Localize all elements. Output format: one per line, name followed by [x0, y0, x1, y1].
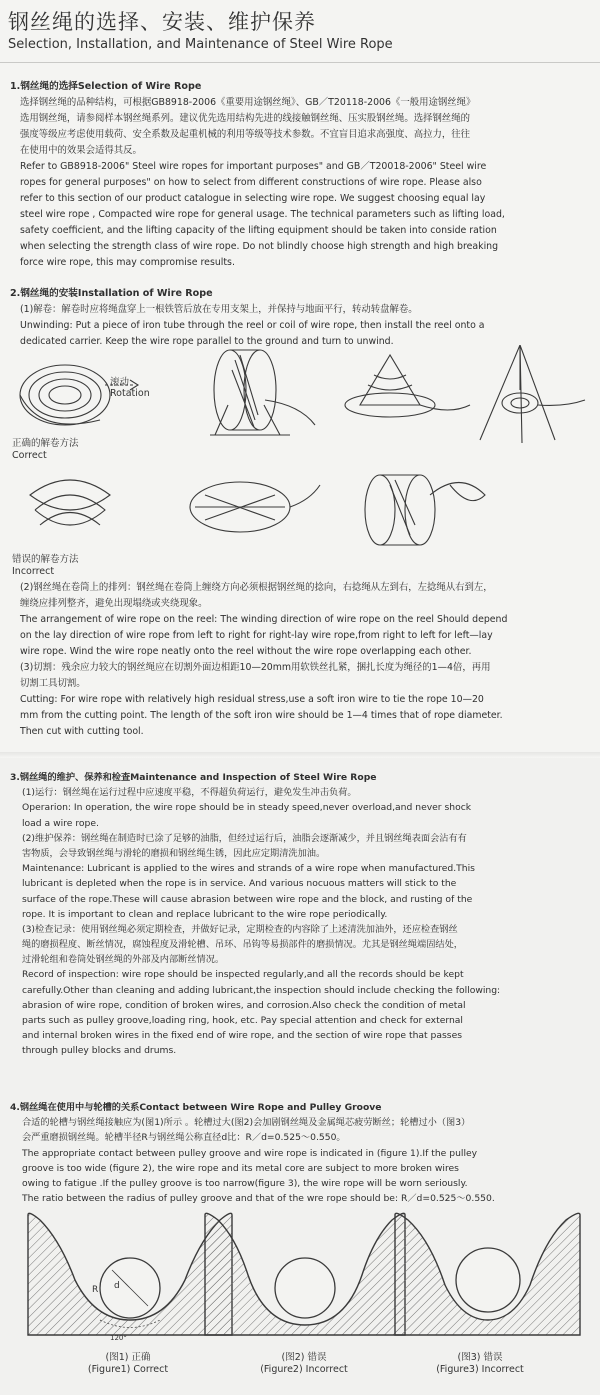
text-line: on the lay direction of wire rope from left to right for right-lay wire rope,from right to left for left—lay — [20, 630, 493, 641]
text-line: refer to this section of our product catalogue in selecting wire rope. We suggest choosing equal lay — [20, 193, 486, 204]
text-line: The arrangement of wire rope on the reel: The winding direction of wire rope on the reel Should depend — [20, 614, 508, 625]
page-title-en: Selection, Installation, and Maintenance of Steel Wire Rope — [8, 37, 393, 52]
page-title-zh: 钢丝绳的选择、安装、维护保养 — [8, 10, 316, 34]
text-line: mm from the cutting point. The length of the soft iron wire should be 1—4 times that of rope diameter. — [20, 710, 503, 721]
text-line: rope. It is important to clean and replace lubricant to the wire rope periodically. — [22, 908, 388, 920]
rotation-label-en: Rotation — [110, 388, 150, 399]
text-line: Cutting: For wire rope with relatively high residual stress,use a soft iron wire to tie the rope 10—20 — [20, 694, 484, 705]
panel-seam — [0, 752, 600, 758]
incorrect-label-en: Incorrect — [12, 566, 55, 577]
text-line: The appropriate contact between pulley groove and wire rope is indicated in (figure 1).If the pulley — [22, 1147, 478, 1159]
figure1-radius-label: R — [92, 1285, 99, 1295]
text-line: Refer to GB8918-2006" Steel wire ropes for important purposes" and GB／T20018-2006" Steel wire — [20, 161, 487, 172]
text-line: and internal broken wires in the fixed end of wire rope, and the section of wire rope that passes — [22, 1030, 463, 1042]
text-line: lubricant is depleted when the rope is in service. And various nocuous matters will stick to the — [22, 878, 457, 890]
rotation-label-zh: 滚动 — [110, 377, 130, 388]
figure2-caption-en: (Figure2) Incorrect — [260, 1364, 348, 1375]
text-line: 在使用中的效果会适得其反。 — [20, 145, 142, 156]
figure3-caption-zh: (图3) 错误 — [457, 1352, 503, 1363]
text-line: 害物质，会导致钢丝绳与滑轮的磨损和钢丝绳生锈，因此应定期清洗加油。 — [22, 847, 326, 859]
text-line: 选择钢丝绳的品种结构，可根据GB8918-2006《重要用途钢丝绳》、GB／T20118-2006《一般用途钢丝绳》 — [20, 97, 476, 108]
text-line: Unwinding: Put a piece of iron tube through the reel or coil of wire rope, then install the reel onto a — [20, 320, 485, 331]
correct-unwinding-illustration — [10, 345, 590, 445]
title-divider — [0, 62, 600, 63]
text-line: through pulley blocks and drums. — [22, 1045, 177, 1057]
text-line: Maintenance: Lubricant is applied to the wires and strands of a wire rope when manufactured.This — [22, 863, 475, 875]
text-line: 缠绕应排列整齐，避免出现塌绕或夹绕现象。 — [20, 598, 208, 609]
cone-unwind-drawing — [345, 355, 470, 417]
text-line: parts such as pulley groove,loading ring, hook, etc. Pay special attention and check for external — [22, 1015, 463, 1026]
text-line: dedicated carrier. Keep the wire rope parallel to the ground and turn to unwind. — [20, 336, 394, 347]
incorrect-label-zh: 错误的解卷方法 — [12, 554, 79, 565]
correct-label-zh: 正确的解卷方法 — [12, 438, 79, 449]
figure3-caption-en: (Figure3) Incorrect — [436, 1364, 524, 1375]
text-line: 过滑轮组和卷筒处钢丝绳的外部及内部断丝情况。 — [22, 954, 225, 966]
text-line: (3)切割：残余应力较大的钢丝绳应在切割外面边相距10—20mm用软铁丝扎紧，捆扎长度为绳径的1—4倍，再用 — [20, 662, 491, 673]
text-line: load a wire rope. — [22, 817, 99, 829]
correct-label-en: Correct — [12, 450, 47, 461]
text-line: force wire rope, this may compromise results. — [20, 257, 235, 268]
incorrect-unwinding-illustration — [10, 465, 590, 550]
text-line: groove is too wide (figure 2), the wire rope and its metal core are subject to more broken wires — [22, 1162, 459, 1174]
text-line: wire rope. Wind the wire rope neatly onto the reel without the wire rope overlapping each other. — [20, 646, 472, 657]
text-line: 合适的轮槽与钢丝绳接触应为(图1)所示 。轮槽过大(图2)会加剧钢丝绳及金属绳芯疲劳断丝；轮槽过小（图3） — [22, 1117, 471, 1129]
section-arrangement-cutting — [0, 580, 600, 740]
text-line: 会严重磨损钢丝绳。轮槽半径R与钢丝绳公称直径d比：R／d=0.525～0.550。 — [22, 1132, 346, 1144]
text-line: 选用钢丝绳，请参阅样本钢丝绳系列。建议优先选用结构先进的线接触钢丝绳、压实股钢丝绳。选择钢丝绳的 — [20, 113, 471, 124]
section-heading: 1.钢丝绳的选择Selection of Wire Rope — [10, 81, 202, 92]
figure1-caption-zh: (图1) 正确 — [105, 1352, 151, 1363]
text-line: 绳的磨损程度、断丝情况，腐蚀程度及滑轮槽、吊环、吊钩等易损部件的磨损情况。尤其是钢丝绳端固结处， — [22, 939, 463, 951]
text-line: Record of inspection: wire rope should be inspected regularly,and all the records should be kept — [22, 969, 464, 981]
text-line: surface of the rope.These will cause abrasion between wire rope and the block, and rusting of the — [22, 893, 473, 905]
figure1-caption-en: (Figure1) Correct — [87, 1364, 169, 1375]
tangled-coil-drawing — [30, 480, 110, 525]
text-line: (2)维护保养：钢丝绳在制造时已涂了足够的油脂，但经过运行后，油脂会逐渐减少，并且钢丝绳表面会沾有有 — [22, 832, 467, 844]
text-line: owing to fatigue .If the pulley groove is too narrow(figure 3), the wire rope will be worn seriously. — [22, 1177, 468, 1189]
figure1-diameter-label: d — [114, 1281, 120, 1291]
text-line: abrasion of wire rope, condition of broken wires, and corrosion.Also check the condition of metal — [22, 999, 466, 1011]
section-maintenance — [0, 770, 600, 1059]
figure1-angle-label: 120° — [110, 1334, 127, 1340]
figure3-groove — [395, 1213, 580, 1335]
section-heading: 3.钢丝绳的维护、保养和检查Maintenance and Inspection of Steel Wire Rope — [10, 772, 377, 783]
section-heading: 2.钢丝绳的安装Installation of Wire Rope — [10, 288, 213, 299]
twisted-coil-drawing — [190, 482, 320, 532]
text-line: (3)检查记录：使用钢丝绳必须定期检查，并做好记录，定期检查的内容除了上述清洗加油外，还应检查钢丝 — [22, 923, 458, 935]
groove-figures — [0, 1210, 600, 1340]
text-line: carefully.Other than cleaning and adding lubricant,the inspection should include checking the following: — [22, 984, 501, 996]
text-line: 强度等级应考虑使用载荷、安全系数及起重机械的利用等级等技术参数。不宜盲目追求高强度、高拉力，往往 — [20, 129, 471, 140]
text-line: safety coefficient, and the lifting capacity of the lifting equipment should be taken into conside ration — [20, 225, 497, 236]
text-line: Then cut with cutting tool. — [20, 726, 144, 737]
text-line: when selecting the strength class of wire rope. Do not blindly choose high strength and high breaking — [20, 241, 499, 252]
text-line: The ratio between the radius of pulley groove and that of the wre rope should be: R／d=0.525～0.550. — [22, 1193, 495, 1205]
text-line: steel wire rope , Compacted wire rope for general usage. The technical parameters such as lifting load, — [20, 209, 505, 220]
tripod-unwind-drawing — [480, 345, 585, 443]
section-installation — [0, 286, 600, 350]
text-line: (2)钢丝绳在卷筒上的排列：钢丝绳在卷筒上缠绕方向必须根据钢丝绳的捻向，右捻绳从左到右，左捻绳从右到左， — [20, 582, 493, 593]
section-heading: 4.钢丝绳在使用中与轮槽的关系Contact between Wire Rope and Pulley Groove — [10, 1102, 382, 1113]
figure1-groove — [28, 1213, 232, 1335]
section-pulley-groove — [0, 1100, 600, 1206]
text-line: Operarion: In operation, the wire rope should be in steady speed,never overload,and never shock — [22, 802, 472, 814]
text-line: (1)解卷：解卷时应将绳盘穿上一根铁管后放在专用支架上，并保持与地面平行，转动转盘解卷。 — [20, 304, 418, 315]
overlapping-reel-drawing — [365, 475, 485, 545]
figure2-caption-zh: (图2) 错误 — [281, 1352, 327, 1363]
reel-stand-drawing — [210, 350, 315, 435]
text-line: (1)运行：钢丝绳在运行过程中应速度平稳，不得超负荷运行，避免发生冲击负荷。 — [22, 787, 357, 799]
section-selection — [0, 79, 600, 271]
text-line: ropes for general purposes" on how to select from different constructions of wire rope. Please also — [20, 177, 482, 188]
figure2-groove — [205, 1213, 405, 1335]
text-line: 切割工具切割。 — [20, 678, 86, 689]
